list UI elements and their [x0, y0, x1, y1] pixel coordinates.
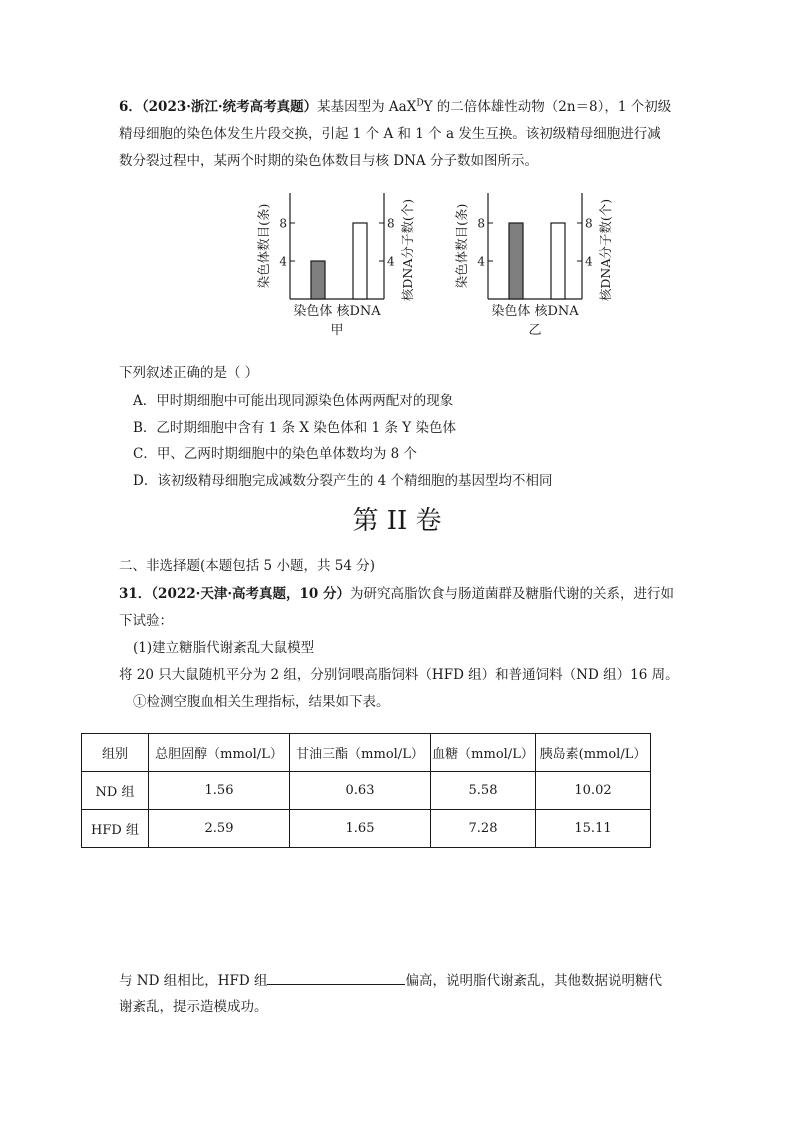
q6-stem: 下列叙述正确的是（ ）	[119, 365, 259, 381]
q31-line-2: 下试验：	[119, 613, 173, 629]
bar-chromosome	[311, 261, 325, 299]
q31-fill-after: 偏高，说明脂代谢紊乱，其他数据说明糖代	[405, 973, 662, 989]
table-row	[82, 772, 651, 810]
q31-fill-line	[119, 970, 662, 991]
q6-source: （2023·浙江·统考高考真题）	[141, 99, 318, 115]
q6-option-a: A．甲时期细胞中可能出现同源染色体两两配对的现象	[133, 393, 454, 409]
bar-dna	[551, 223, 565, 299]
results-table	[81, 733, 651, 848]
q31-line-3: 将 20 只大鼠随机平分为 2 组，分别饲喂高脂饲料（HFD 组）和普通饲料（ND 组）16 周。	[119, 667, 679, 683]
right-axis-label: 核DNA分子数(个)	[598, 198, 613, 302]
table-header-cell: 甘油三酯（mmol/L）	[290, 734, 431, 772]
table-header-row	[82, 734, 651, 772]
table-header-cell: 血糖（mmol/L）	[431, 734, 536, 772]
q6-option-c: C．甲、乙两时期细胞中的染色单体数均为 8 个	[133, 446, 418, 462]
table-cell: 15.11	[536, 810, 651, 848]
right-tick-label: 4	[585, 254, 593, 269]
category-labels: 染色体 核DNA	[491, 304, 579, 319]
right-tick-label: 4	[387, 254, 395, 269]
chart-title: 甲	[330, 323, 344, 338]
table-cell: ND 组	[82, 772, 149, 810]
table-cell: 5.58	[431, 772, 536, 810]
q6-option-b: B．乙时期细胞中含有 1 条 X 染色体和 1 条 Y 染色体	[133, 420, 456, 436]
table-cell: 1.65	[290, 810, 431, 848]
q31-source: （2022·天津·高考真题，10 分）	[151, 586, 351, 602]
table-cell: 7.28	[431, 810, 536, 848]
answer-blank[interactable]	[267, 970, 405, 985]
table-cell: 1.56	[149, 772, 290, 810]
chart-jia	[250, 185, 430, 345]
table-cell: HFD 组	[82, 810, 149, 848]
table-cell: 10.02	[536, 772, 651, 810]
table-header-cell: 组别	[82, 734, 149, 772]
left-tick-label: 8	[279, 216, 287, 231]
left-tick-label: 8	[477, 216, 485, 231]
right-tick-label: 8	[585, 216, 593, 231]
q6-line-1	[119, 97, 671, 117]
left-axis-label: 染色体数目(条)	[454, 203, 469, 289]
table-cell: 2.59	[149, 810, 290, 848]
q31-number: 31．	[119, 586, 152, 602]
table-row	[82, 810, 651, 848]
q31-line-4: ①检测空腹血相关生理指标，结果如下表。	[133, 694, 390, 710]
bar-chromosome	[509, 223, 523, 299]
q31-fill-line-2: 谢紊乱，提示造模成功。	[119, 999, 268, 1015]
bar-dna	[353, 223, 367, 299]
q6-number: 6．	[119, 99, 142, 115]
q6-line1-sup: D	[416, 98, 424, 109]
q6-line1-before: 某基因型为 AaX	[317, 99, 417, 115]
right-axis-label: 核DNA分子数(个)	[400, 198, 415, 302]
q6-line-2: 精母细胞的染色体发生片段交换，引起 1 个 A 和 1 个 a 发生互换。该初级精母细胞进行减	[119, 126, 661, 142]
chart-title: 乙	[528, 323, 542, 338]
part-heading: 二、非选择题(本题包括 5 小题，共 54 分)	[119, 558, 375, 574]
section-title: 第 II 卷	[352, 506, 442, 536]
chart-yi	[448, 185, 628, 345]
table-header-cell: 总胆固醇（mmol/L）	[149, 734, 290, 772]
q6-line1-after: Y 的二倍体雄性动物（2n＝8），1 个初级	[423, 99, 672, 115]
table-header-cell: 胰岛素(mmol/L）	[536, 734, 651, 772]
q31-sub-1: (1)建立糖脂代谢紊乱大鼠模型	[133, 640, 315, 656]
table-cell: 0.63	[290, 772, 431, 810]
left-tick-label: 4	[477, 254, 485, 269]
category-labels: 染色体 核DNA	[293, 304, 381, 319]
left-tick-label: 4	[279, 254, 287, 269]
q31-fill-before: 与 ND 组相比，HFD 组	[119, 973, 268, 989]
q31-line-1	[119, 584, 674, 604]
q6-line-3: 数分裂过程中，某两个时期的染色体数目与核 DNA 分子数如图所示。	[119, 153, 538, 169]
left-axis-label: 染色体数目(条)	[256, 203, 271, 289]
q6-option-d: D．该初级精母细胞完成减数分裂产生的 4 个精细胞的基因型均不相同	[133, 473, 553, 489]
q31-line1-text: 为研究高脂饮食与肠道菌群及糖脂代谢的关系，进行如	[350, 586, 675, 602]
right-tick-label: 8	[387, 216, 395, 231]
